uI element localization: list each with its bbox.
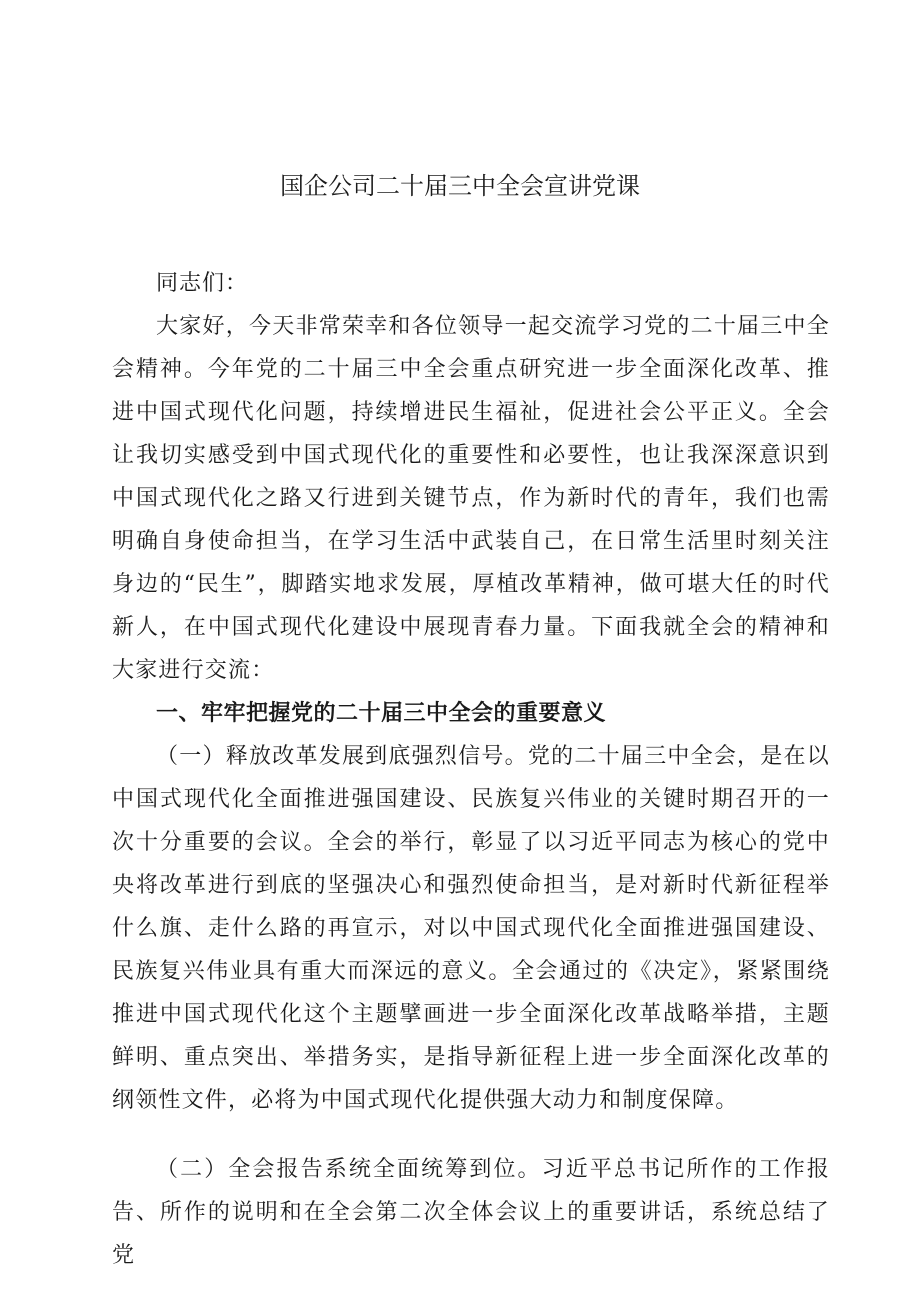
subsection-2-paragraph: （二）全会报告系统全面统筹到位。习近平总书记所作的工作报告、所作的说明和在全会第二次全体会议上的重要讲话，系统总结了党 bbox=[112, 1157, 830, 1268]
salutation: 同志们： bbox=[156, 271, 249, 296]
paragraph-gap bbox=[112, 1122, 830, 1148]
document-title: 国企公司二十届三中全会宣讲党课 bbox=[280, 172, 640, 200]
section-heading: 一、牢牢把握党的二十届三中全会的重要意义 bbox=[156, 701, 607, 726]
opening-paragraph: 大家好，今天非常荣幸和各位领导一起交流学习党的二十届三中全会精神。今年党的二十届三中全会重点研究进一步全面深化改革、推进中国式现代化问题，持续增进民生福祉，促进社会公平正义。全会让我切实感受到中国式现代化的重要性和必要性，也让我深深意识到中国式现代化之路又行进到关键节点，作为新时代的青年，我们也需明确自身使命担当，在学习生活中武装自己，在日常生活里时刻关注身边的“民生”，脚踏实地求发展，厚植改革精神，做可堪大任的时代新人，在中国式现代化建设中展现青春力量。下面我就全会的精神和大家进行交流： bbox=[112, 314, 830, 683]
subsection-1-paragraph: （一）释放改革发展到底强烈信号。党的二十届三中全会，是在以中国式现代化全面推进强国建设、民族复兴伟业的关键时期召开的一次十分重要的会议。全会的举行，彰显了以习近平同志为核心的党中央将改革进行到底的坚强决心和强烈使命担当，是对新时代新征程举什么旗、走什么路的再宣示，对以中国式现代化全面推进强国建设、民族复兴伟业具有重大而深远的意义。全会通过的《决定》，紧紧围绕推进中国式现代化这个主题擘画进一步全面深化改革战略举措，主题鲜明、重点突出、举措务实，是指导新征程上进一步全面深化改革的纲领性文件，必将为中国式现代化提供强大动力和制度保障。 bbox=[112, 744, 830, 1113]
document-body bbox=[112, 262, 830, 1277]
